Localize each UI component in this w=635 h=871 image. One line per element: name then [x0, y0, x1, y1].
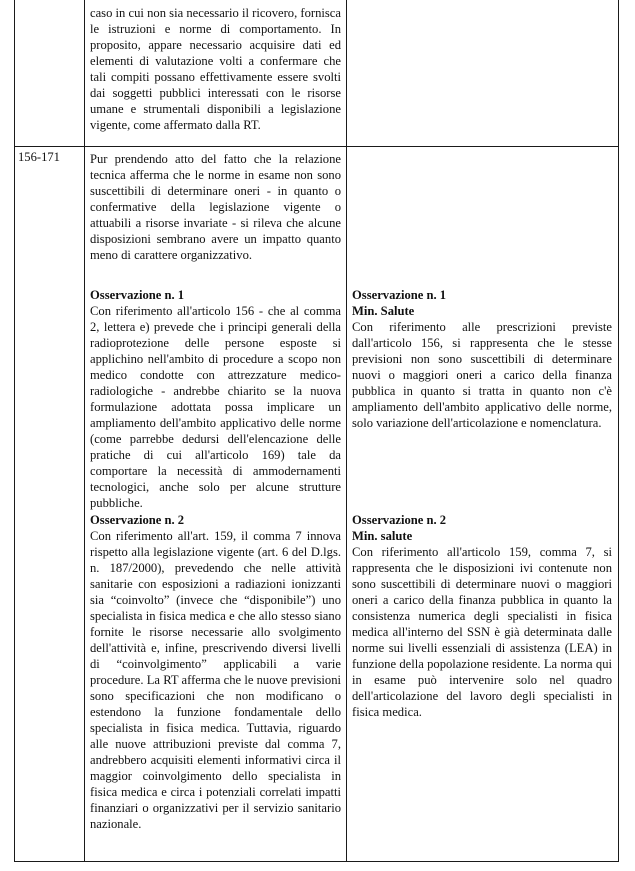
reply-1-text: Con riferimento alle prescrizioni previste dall'articolo 156, si rappresenta che le stesse previsioni non sono suscettibili di determinare nuovi o maggiori oneri a carico della finanza pubblica in quanto si tratta in quanto non c'è ampliamento dell'ambito applicativo delle norme, solo variazione dell'articolazione e nomenclatura.	[352, 320, 612, 430]
observation-2-title: Osservazione n. 2	[90, 513, 185, 527]
top-row-observation-cell	[90, 5, 341, 133]
observation-1-text: Con riferimento all'articolo 156 - che al comma 2, lettera e) prevede che i principi generali della radioprotezione delle persone esposte si applichino nell'ambito di procedure a scopo non medico condotte con attrezzature medico-radiologiche - andrebbe chiarito se la nuova formulazione adottata possa implicare un ampliamento dell'ambito applicativo delle norme (come parrebbe dedursi dell'elencazione delle pratiche di cui all'articolo 169) tale da comportare la necessità di ammodernamenti tecnologici, anche solo per alcune strutture pubbliche.	[90, 304, 341, 510]
reply-2-ministry: Min. salute	[352, 529, 413, 543]
observation-1-title: Osservazione n. 1	[90, 288, 185, 302]
table-divider-col1	[84, 0, 85, 862]
reply-2-text: Con riferimento all'articolo 159, comma 7, si rappresenta che le disposizioni ivi contenute non sono suscettibili di determinare nuovi o maggiori oneri a carico della finanza pubblica in quanto la consistenza numerica degli specialisti in fisica medica all'interno del SSN è già determinata dalle norme sui livelli essenziali di assistenza (LEA) in funzione della popolazione residente. La norma qui in esame può intervenire solo nel quadro dell'articolazione del lavoro degli specialisti in fisica medica.	[352, 545, 612, 719]
table-border-right	[618, 0, 619, 862]
reply-1	[352, 287, 612, 431]
table-divider-col2	[346, 0, 347, 862]
table-border-left	[14, 0, 15, 862]
reply-1-ministry: Min. Salute	[352, 304, 415, 318]
reply-2	[352, 512, 612, 720]
observation-2-text: Con riferimento all'art. 159, il comma 7 innova rispetto alla legislazione vigente (art. 6 del D.lgs. n. 187/2000), prevedendo che nelle attività sanitarie con esposizioni a radiazioni ionizzanti sia “coinvolto” (invece che “disponibile”) uno specialista in fisica medica e che allo stesso siano fornite le risorse necessarie allo svolgimento dell'attività e, infine, prescrivendo diversi livelli di “coinvolgimento” applicabili a varie procedure. La RT afferma che le nuove previsioni sono specificazioni che non modificano o estendono la funzione fondamentale dello specialista in fisica medica. Tuttavia, riguardo alle nuove attribuzioni previste dal comma 7, andrebbero acquisiti elementi informativi circa il maggior coinvolgimento dello specialista in fisica medica e circa i potenziali correlati impatti finanziari o organizzativi per il servizio sanitario nazionale.	[90, 529, 341, 831]
intro-paragraph	[90, 151, 341, 263]
observation-1	[90, 287, 341, 511]
article-range-label: 156-171	[18, 150, 60, 164]
table-border-bottom	[14, 861, 619, 862]
reply-1-title: Osservazione n. 1	[352, 288, 447, 302]
table-row-divider	[14, 146, 619, 147]
top-row-text: caso in cui non sia necessario il ricovero, fornisca le istruzioni e norme di comportamento. In proposito, appare necessario acquisire dati ed elementi di valutazione volti a confermare che tali compiti possano effettivamente essere svolti dai soggetti pubblici interessati con le risorse umane e strumentali disponibili a legislazione vigente, come affermato dalla RT.	[90, 6, 341, 132]
reply-2-title: Osservazione n. 2	[352, 513, 447, 527]
intro-text: Pur prendendo atto del fatto che la relazione tecnica afferma che le norme in esame non sono suscettibili di determinare oneri - in quanto o confermative della legislazione vigente o attuabili a risorse invariate - si rileva che alcune disposizioni sembrano avere un impatto quanto meno di carattere organizzativo.	[90, 152, 341, 262]
observation-2	[90, 512, 341, 832]
